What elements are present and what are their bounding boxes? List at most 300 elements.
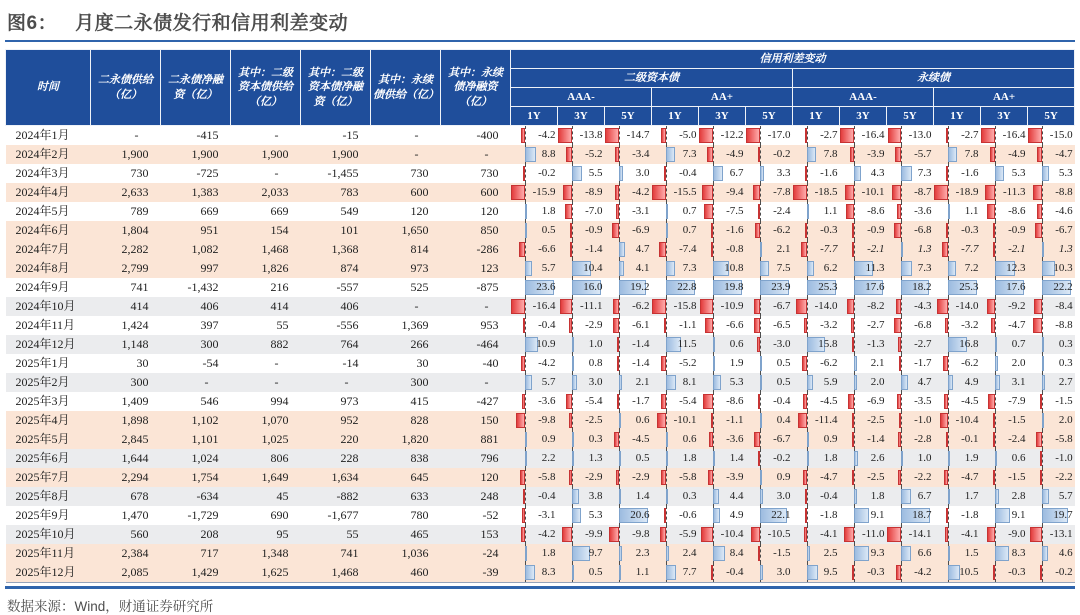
issuance-cell: -52: [482, 508, 499, 522]
issuance-cell: 973: [340, 394, 359, 408]
spread-value: -4.2: [538, 129, 556, 141]
spread-value: -17.0: [767, 129, 791, 141]
spread-cell: [981, 430, 1028, 449]
spread-value: 3.0: [776, 566, 791, 578]
spread-value: 0.5: [776, 357, 791, 369]
positive-data-bar: [619, 166, 623, 181]
spread-value: 11.5: [677, 338, 697, 350]
spread-value: -7.7: [961, 243, 979, 255]
spread-value: 10.4: [583, 262, 603, 274]
issuance-cell: 2,384: [121, 546, 149, 560]
spread-value: -5.9: [679, 528, 697, 540]
issuance-cell: 600: [410, 185, 429, 199]
spread-cell: [887, 240, 934, 259]
zero-axis-line: [619, 202, 620, 221]
spread-cell: [652, 544, 699, 563]
spread-cell: [699, 202, 746, 221]
spread-cell: [746, 430, 793, 449]
negative-data-bar: [895, 147, 901, 162]
negative-data-bar: [613, 318, 619, 333]
spread-cell: [1028, 221, 1075, 240]
negative-data-bar: [521, 128, 525, 143]
negative-data-bar: [617, 394, 619, 409]
spread-cell: [605, 487, 652, 506]
negative-data-bar: [569, 318, 572, 333]
negative-data-bar: [700, 299, 712, 314]
zero-axis-line: [854, 240, 855, 259]
zero-axis-line: [854, 145, 855, 164]
spread-value: 4.4: [729, 490, 744, 502]
spread-cell: [793, 202, 840, 221]
spread-value: 7.7: [682, 566, 697, 578]
positive-data-bar: [666, 204, 668, 219]
zero-axis-line: [760, 297, 761, 316]
negative-data-bar: [746, 128, 760, 143]
spread-value: -8.6: [867, 205, 885, 217]
issuance-cell: 525: [410, 280, 429, 294]
issuance-cell: -: [274, 128, 279, 142]
spread-cell: [558, 316, 605, 335]
spread-cell: [699, 221, 746, 240]
spread-value: -0.4: [679, 167, 697, 179]
issuance-cell: 973: [410, 261, 429, 275]
spread-value: -1.4: [585, 243, 603, 255]
zero-axis-line: [525, 354, 526, 373]
issuance-cell: 1,804: [121, 223, 149, 237]
negative-data-bar: [805, 223, 807, 238]
spread-cell: [746, 563, 793, 583]
spread-value: 16.8: [959, 338, 979, 350]
spread-cell: [793, 373, 840, 392]
negative-data-bar: [1036, 432, 1041, 447]
table-row: [6, 354, 1075, 373]
zero-axis-line: [948, 392, 949, 411]
spread-value: 2.0: [870, 376, 885, 388]
positive-data-bar: [807, 375, 814, 390]
spread-cell: [1028, 544, 1075, 563]
zero-axis-line: [572, 468, 573, 487]
spread-value: 20.6: [630, 509, 650, 521]
spread-cell: [981, 525, 1028, 544]
negative-data-bar: [661, 128, 665, 143]
spread-cell: [652, 145, 699, 164]
spread-cell: [699, 525, 746, 544]
spread-cell: [511, 392, 558, 411]
negative-data-bar: [523, 318, 525, 333]
spread-value: -14.0: [814, 300, 838, 312]
zero-axis-line: [760, 335, 761, 354]
month-cell: 2024年4月: [15, 185, 70, 199]
spread-cell: [793, 487, 840, 506]
negative-data-bar: [946, 432, 948, 447]
negative-data-bar: [887, 527, 901, 542]
spread-cell: [699, 183, 746, 202]
issuance-cell: 406: [200, 299, 219, 313]
spread-cell: [887, 297, 934, 316]
zero-axis-line: [525, 525, 526, 544]
spread-value: -3.1: [538, 509, 556, 521]
spread-cell: [558, 164, 605, 183]
negative-data-bar: [852, 413, 854, 428]
spread-value: 17.6: [1006, 281, 1026, 293]
spread-value: 2.0: [1011, 357, 1026, 369]
spread-cell: [793, 259, 840, 278]
spread-cell: [699, 316, 746, 335]
zero-axis-line: [995, 392, 996, 411]
spread-value: 4.7: [917, 376, 932, 388]
spread-cell: [840, 183, 887, 202]
spread-value: 25.3: [818, 281, 838, 293]
spread-cell: [887, 430, 934, 449]
spread-cell: [746, 354, 793, 373]
spread-cell: [699, 259, 746, 278]
spread-value: -9.9: [585, 528, 603, 540]
positive-data-bar: [995, 451, 997, 466]
negative-data-bar: [617, 337, 619, 352]
spread-value: -5.8: [1055, 433, 1073, 445]
negative-data-bar: [981, 128, 995, 143]
negative-data-bar: [993, 223, 995, 238]
table-row: [6, 278, 1075, 297]
spread-value: 1.1: [823, 205, 838, 217]
spread-value: 1.7: [964, 490, 979, 502]
spread-cell: [981, 468, 1028, 487]
spread-cell: [840, 544, 887, 563]
zero-axis-line: [713, 183, 714, 202]
spread-cell: [840, 468, 887, 487]
spread-cell: [793, 164, 840, 183]
figure-title: 月度二永债发行和信用利差变动: [75, 13, 349, 34]
zero-axis-line: [807, 354, 808, 373]
spread-cell: [887, 525, 934, 544]
spread-cell: [793, 240, 840, 259]
issuance-cell: 678: [130, 489, 149, 503]
zero-axis-line: [666, 468, 667, 487]
spread-value: 0.6: [682, 433, 697, 445]
zero-axis-line: [1042, 183, 1043, 202]
issuance-cell: 796: [480, 451, 499, 465]
issuance-cell: 123: [480, 261, 499, 275]
issuance-cell: 1,348: [261, 546, 289, 560]
negative-data-bar: [566, 394, 571, 409]
spread-cell: [981, 563, 1028, 583]
issuance-cell: 874: [340, 261, 359, 275]
issuance-cell: 153: [480, 527, 499, 541]
spread-value: -1.5: [1008, 414, 1026, 426]
spread-value: -9.2: [1008, 300, 1026, 312]
zero-axis-line: [995, 297, 996, 316]
spread-value: -2.2: [1055, 471, 1073, 483]
zero-axis-line: [807, 126, 808, 145]
negative-data-bar: [993, 470, 995, 485]
spread-cell: [558, 392, 605, 411]
spread-value: 9.1: [870, 509, 885, 521]
zero-axis-line: [995, 430, 996, 449]
spread-value: 23.9: [771, 281, 791, 293]
spread-cell: [840, 563, 887, 583]
spread-cell: [558, 430, 605, 449]
issuance-cell: 1,826: [261, 261, 289, 275]
zero-axis-line: [619, 392, 620, 411]
issuance-cell: -557: [336, 280, 359, 294]
positive-data-bar: [713, 337, 715, 352]
spread-value: -3.2: [961, 319, 979, 331]
issuance-cell: 154: [270, 223, 289, 237]
spread-value: 0.7: [1011, 338, 1026, 350]
spread-value: 0.7: [682, 205, 697, 217]
negative-data-bar: [988, 394, 995, 409]
zero-axis-line: [525, 506, 526, 525]
spread-cell: [793, 430, 840, 449]
negative-data-bar: [852, 242, 854, 257]
issuance-cell: 1,468: [261, 242, 289, 256]
zero-axis-line: [760, 126, 761, 145]
negative-data-bar: [701, 527, 713, 542]
spread-value: -18.5: [814, 186, 838, 198]
issuance-cell: -725: [196, 166, 219, 180]
spread-cell: [699, 449, 746, 468]
spread-value: 0.9: [823, 433, 838, 445]
spread-value: -1.7: [914, 357, 932, 369]
spread-value: 11.3: [865, 262, 885, 274]
spread-value: -0.9: [867, 224, 885, 236]
issuance-cell: 1,900: [121, 147, 149, 161]
spread-value: -4.1: [961, 528, 979, 540]
spread-value: 1.5: [964, 547, 979, 559]
spread-value: 3.1: [1011, 376, 1026, 388]
month-cell: 2024年11月: [15, 318, 76, 332]
spread-cell: [652, 430, 699, 449]
zero-axis-line: [854, 563, 855, 582]
positive-data-bar: [995, 166, 1004, 181]
header-perp-supply: 其中：永续债供给（亿）: [371, 50, 441, 126]
positive-data-bar: [760, 470, 762, 485]
spread-value: -8.6: [726, 395, 744, 407]
spread-cell: [605, 544, 652, 563]
spread-cell: [558, 259, 605, 278]
issuance-cell: 1,820: [401, 432, 429, 446]
spread-cell: [699, 335, 746, 354]
negative-data-bar: [1040, 470, 1042, 485]
spread-cell: [558, 183, 605, 202]
spread-cell: [746, 335, 793, 354]
issuance-cell: 951: [200, 223, 219, 237]
spread-cell: [605, 525, 652, 544]
spread-value: -10.1: [673, 414, 697, 426]
spread-value: -6.8: [914, 224, 932, 236]
spread-value: -5.7: [914, 148, 932, 160]
negative-data-bar: [844, 527, 853, 542]
zero-axis-line: [948, 506, 949, 525]
spread-value: 4.9: [729, 509, 744, 521]
zero-axis-line: [666, 297, 667, 316]
header-tenor: 5Y: [746, 107, 793, 126]
spread-value: 5.7: [541, 376, 556, 388]
spread-cell: [558, 335, 605, 354]
positive-data-bar: [1042, 166, 1049, 181]
spread-cell: [934, 487, 981, 506]
spread-cell: [605, 411, 652, 430]
zero-axis-line: [572, 183, 573, 202]
table-row: [6, 468, 1075, 487]
negative-data-bar: [845, 185, 854, 200]
positive-data-bar: [572, 375, 578, 390]
spread-value: 0.5: [541, 224, 556, 236]
negative-data-bar: [1033, 318, 1041, 333]
negative-data-bar: [899, 356, 901, 371]
zero-axis-line: [995, 202, 996, 221]
negative-data-bar: [946, 166, 948, 181]
spread-value: 15.8: [818, 338, 838, 350]
zero-axis-line: [807, 240, 808, 259]
zero-axis-line: [619, 126, 620, 145]
spread-cell: [793, 297, 840, 316]
header-tenor: 1Y: [793, 107, 840, 126]
zero-axis-line: [760, 525, 761, 544]
spread-value: -6.1: [632, 319, 650, 331]
negative-data-bar: [705, 318, 713, 333]
negative-data-bar: [1034, 299, 1042, 314]
header-tier2-net: 其中：二级资本债净融资（亿）: [301, 50, 371, 126]
negative-data-bar: [751, 527, 760, 542]
spread-value: 2.7: [1058, 376, 1073, 388]
positive-data-bar: [760, 413, 762, 428]
positive-data-bar: [572, 166, 582, 181]
figure-number: 图6：: [7, 13, 58, 34]
spread-value: -7.8: [773, 186, 791, 198]
spread-cell: [699, 145, 746, 164]
spread-value: 23.6: [536, 281, 556, 293]
issuance-cell: 741: [130, 280, 149, 294]
zero-axis-line: [807, 392, 808, 411]
spread-cell: [605, 278, 652, 297]
spread-cell: [511, 563, 558, 583]
spread-value: -3.5: [914, 395, 932, 407]
issuance-cell: 780: [410, 508, 429, 522]
negative-data-bar: [1040, 394, 1042, 409]
spread-value: 1.3: [1058, 243, 1073, 255]
spread-cell: [840, 278, 887, 297]
spread-value: -16.4: [861, 129, 885, 141]
negative-data-bar: [664, 318, 666, 333]
month-cell: 2024年9月: [15, 280, 70, 294]
negative-data-bar: [993, 413, 995, 428]
spread-value: 0.7: [682, 224, 697, 236]
positive-data-bar: [854, 546, 870, 561]
table-row: [6, 506, 1075, 525]
spread-value: 0.5: [635, 452, 650, 464]
negative-data-bar: [652, 299, 666, 314]
spread-value: 1.8: [823, 452, 838, 464]
issuance-cell: 764: [340, 337, 359, 351]
spread-value: -0.4: [773, 395, 791, 407]
spread-cell: [746, 259, 793, 278]
negative-data-bar: [804, 527, 807, 542]
negative-data-bar: [894, 318, 901, 333]
spread-value: 10.9: [536, 338, 556, 350]
zero-axis-line: [995, 145, 996, 164]
issuance-cell: 406: [340, 299, 359, 313]
header-tenor: 5Y: [1028, 107, 1075, 126]
spread-value: -2.7: [914, 338, 932, 350]
issuance-cell: -24: [482, 546, 499, 560]
spread-cell: [605, 563, 652, 583]
zero-axis-line: [1042, 449, 1043, 468]
negative-data-bar: [1030, 527, 1042, 542]
header-tenor: 1Y: [652, 107, 699, 126]
issuance-cell: -1,432: [187, 280, 219, 294]
negative-data-bar: [942, 242, 948, 257]
header-group-tier2: 二级资本债: [511, 69, 793, 88]
zero-axis-line: [901, 297, 902, 316]
spread-value: 0.8: [588, 357, 603, 369]
spread-value: 10.8: [724, 262, 744, 274]
spread-cell: [605, 297, 652, 316]
issuance-cell: -1,729: [187, 508, 219, 522]
positive-data-bar: [713, 166, 723, 181]
zero-axis-line: [1042, 145, 1043, 164]
issuance-cell: 690: [270, 508, 289, 522]
issuance-cell: 546: [200, 394, 219, 408]
spread-value: -12.2: [720, 129, 744, 141]
figure-title-row: [5, 6, 1075, 40]
spread-value: -2.1: [867, 243, 885, 255]
positive-data-bar: [619, 565, 621, 580]
month-cell: 2025年1月: [15, 356, 70, 370]
spread-cell: [652, 335, 699, 354]
spread-value: -4.1: [820, 528, 838, 540]
spread-cell: [981, 221, 1028, 240]
positive-data-bar: [1042, 242, 1044, 257]
positive-data-bar: [619, 489, 621, 504]
zero-axis-line: [948, 525, 949, 544]
issuance-cell: -: [484, 299, 489, 313]
table-row: [6, 202, 1075, 221]
issuance-cell: 882: [270, 337, 289, 351]
spread-value: 18.2: [912, 281, 932, 293]
zero-axis-line: [525, 240, 526, 259]
positive-data-bar: [666, 565, 676, 580]
positive-data-bar: [760, 261, 769, 276]
zero-axis-line: [572, 240, 573, 259]
table-row: [6, 392, 1075, 411]
issuance-cell: -: [484, 147, 489, 161]
issuance-cell: -415: [196, 128, 219, 142]
table-row: [6, 183, 1075, 202]
issuance-cell: 150: [480, 413, 499, 427]
negative-data-bar: [990, 147, 994, 162]
negative-data-bar: [1037, 204, 1041, 219]
spread-value: -4.5: [632, 433, 650, 445]
negative-data-bar: [798, 413, 807, 428]
spread-value: -1.0: [1055, 452, 1073, 464]
spread-cell: [558, 449, 605, 468]
spread-cell: [793, 411, 840, 430]
spread-cell: [1028, 373, 1075, 392]
spread-cell: [605, 145, 652, 164]
negative-data-bar: [987, 299, 995, 314]
spread-value: -0.3: [961, 224, 979, 236]
issuance-cell: 55: [276, 318, 289, 332]
spread-cell: [981, 240, 1028, 259]
issuance-cell: 266: [410, 337, 429, 351]
table-row: [6, 297, 1075, 316]
spread-cell: [511, 145, 558, 164]
negative-data-bar: [898, 432, 901, 447]
negative-data-bar: [757, 337, 759, 352]
spread-cell: [558, 202, 605, 221]
spread-cell: [934, 354, 981, 373]
